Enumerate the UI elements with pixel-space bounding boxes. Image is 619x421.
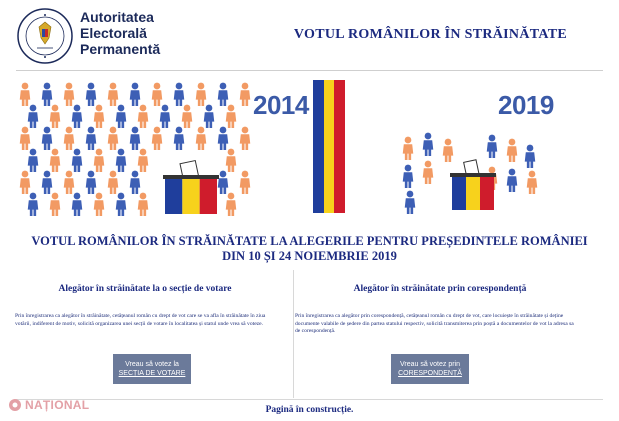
under-construction-notice: Pagină în construcție. (265, 405, 354, 415)
voter-figure (174, 127, 185, 150)
elections-banner (0, 78, 619, 218)
voter-figure (138, 105, 149, 128)
button-line2: SECȚIA DE VOTARE (118, 370, 186, 377)
voter-figure (226, 105, 237, 128)
voter-figure (116, 149, 127, 172)
vote-by-mail-button[interactable] (391, 354, 469, 384)
year-2014: 2014 (253, 90, 309, 120)
voter-figure (138, 149, 149, 172)
voter-figure (443, 139, 454, 162)
voter-figure (108, 83, 119, 106)
voter-figure (28, 105, 39, 128)
voter-figure (86, 127, 97, 150)
voter-figure (72, 105, 83, 128)
voter-figure (507, 139, 518, 162)
voter-figure (487, 135, 498, 158)
site-title[interactable]: VOTUL ROMÂNILOR ÎN STRĂINĂTATE (293, 27, 567, 42)
voter-figure (116, 193, 127, 216)
voter-figure (218, 171, 229, 194)
voter-figure (130, 171, 141, 194)
voter-figure (240, 127, 251, 150)
ballot-box-icon (163, 161, 219, 214)
voter-figure (108, 171, 119, 194)
voter-figure (108, 127, 119, 150)
voter-figure (130, 127, 141, 150)
voter-figure (42, 83, 52, 106)
org-name-line1: Autoritatea (80, 9, 154, 25)
polling-station-description: Prin înregistrarea ca alegător în străinătate, cetățeanul român cu drept de vot care se va afla în străinătate în ziua votării, indiferent de motiv, solicită organizarea unei secții de votare în localitatea și statul unde vrea să voteze. (15, 313, 266, 327)
voter-figure (218, 127, 229, 150)
voter-figure (226, 193, 237, 216)
voter-figure (525, 145, 536, 168)
voter-figure (527, 171, 538, 194)
postal-vote-description: Prin înregistrarea ca alegător prin corespondență, cetățeanul român cu drept de vot, care locuiește în străinătate și deține documente valabile de ședere din partea statului respectiv, solicită transmiterea prin poștă a documentelor de vot la adresa sa de corespondență. (295, 313, 574, 335)
polling-station-option (0, 270, 290, 398)
polling-station-heading: Alegător în străinătate la o secție de votare (58, 284, 232, 294)
voter-figure (130, 83, 141, 106)
voter-figure (182, 105, 193, 128)
voter-figure (196, 127, 207, 150)
voter-figure (64, 171, 75, 194)
voter-figure (28, 193, 39, 216)
voter-figure (94, 105, 105, 128)
watermark-text: NAȚIONAL (25, 398, 90, 412)
page-header (0, 0, 619, 70)
voter-figure (50, 105, 60, 128)
voter-figure (72, 149, 83, 172)
voter-figure (64, 83, 75, 106)
voter-figure (72, 193, 83, 216)
voter-figure (174, 83, 185, 106)
org-name-line2: Electorală (80, 25, 147, 41)
voter-figure (160, 105, 171, 128)
voter-figure (423, 161, 434, 184)
flag-stripe-yellow (324, 80, 335, 213)
voter-figure (94, 149, 105, 172)
ballot-box-icon (450, 160, 496, 210)
voter-figure (403, 165, 414, 188)
voter-figure (403, 137, 414, 160)
flag-stripe-red (334, 80, 345, 213)
registration-options (0, 270, 619, 398)
voter-figure (240, 171, 251, 194)
voter-figure (423, 133, 434, 156)
main-title: VOTUL ROMÂNILOR ÎN STRĂINĂTATE LA ALEGERILE PENTRU PREȘEDINTELE ROMÂNIEI DIN 10 ȘI 24 NOIEMBRIE 2019 (31, 234, 588, 263)
voter-figure (196, 83, 207, 106)
column-divider (293, 270, 294, 398)
voter-figure (507, 169, 518, 192)
voter-figure (94, 193, 105, 216)
vote-at-polling-station-button[interactable] (113, 354, 191, 384)
voter-figure (226, 149, 237, 172)
voter-figure (138, 193, 149, 216)
voter-figure (50, 149, 60, 172)
aep-logo-icon[interactable] (17, 8, 73, 64)
voter-figure (152, 83, 163, 106)
voter-figure (116, 105, 127, 128)
voter-figure (50, 193, 60, 216)
button-line1: Vreau să votez la (125, 361, 179, 368)
voter-figure (28, 149, 39, 172)
voters-crowd-2019-illustration (400, 128, 550, 218)
voter-figure (405, 191, 416, 214)
button-line2: CORESPONDENȚĂ (398, 370, 462, 377)
year-2019: 2019 (498, 90, 554, 120)
postal-vote-heading: Alegător în străinătate prin corespondență (353, 284, 527, 294)
header-divider (16, 70, 603, 71)
voter-figure (42, 127, 52, 150)
postal-vote-option (295, 270, 585, 398)
organization-name[interactable] (80, 9, 160, 57)
voter-figure (86, 83, 97, 106)
footer-divider (16, 399, 603, 400)
voter-figure (42, 171, 52, 194)
voter-figure (20, 127, 31, 150)
org-name-line3: Permanentă (80, 41, 161, 57)
voter-figure (218, 83, 229, 106)
voter-figure (20, 171, 31, 194)
button-line1: Vreau să votez prin (399, 361, 461, 368)
romanian-flag (313, 80, 345, 213)
voter-figure (86, 171, 97, 194)
voter-figure (204, 105, 215, 128)
voter-figure (64, 127, 75, 150)
voter-figure (152, 127, 163, 150)
flag-stripe-blue (313, 80, 324, 213)
voter-figure (20, 83, 31, 106)
voter-figure (240, 83, 251, 106)
